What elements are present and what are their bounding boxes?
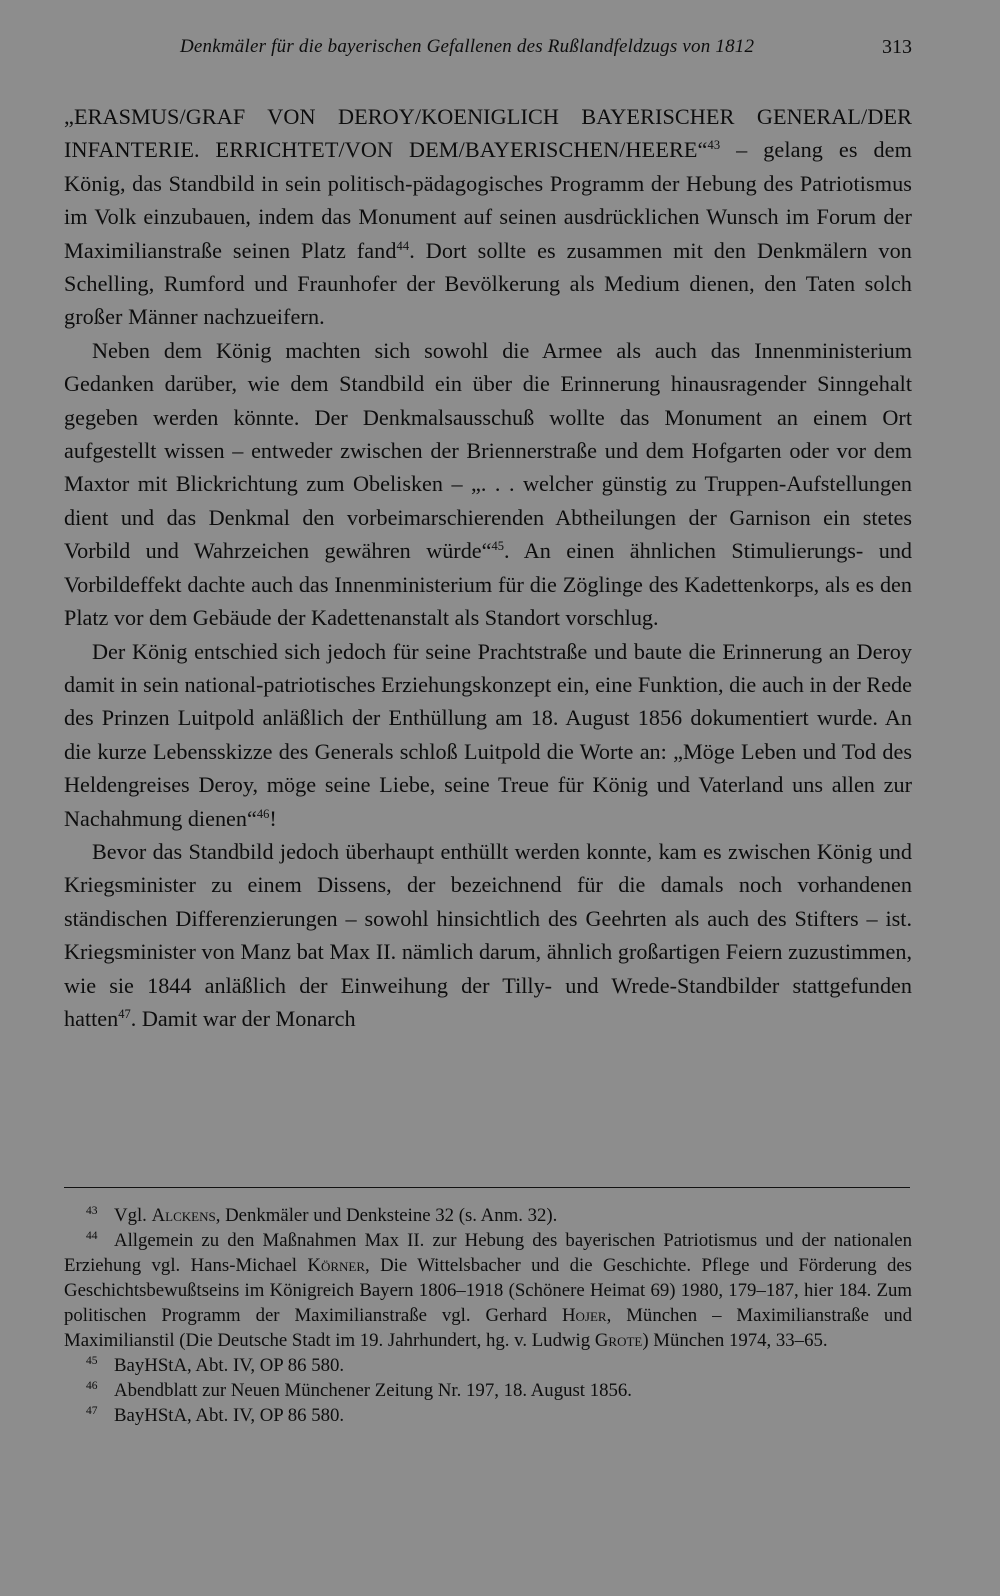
paragraph-2-text-b: . An einen ähnlichen Stimulierungs- und Vorbildeffekt dachte auch das Innenministerium für die Zöglinge des Kadettenkorps, als es den Platz vor dem Gebäude der Kadettenanstalt als Standort vorschlug.	[64, 538, 913, 631]
footnote-text: , Denkmäler und Denksteine 32 (s. Anm. 32).	[215, 1205, 558, 1226]
author-name: Grote	[594, 1330, 643, 1351]
footnote-text: ) München 1974, 33–65.	[642, 1330, 828, 1351]
footnote-43: 43 Vgl. Alckens, Denkmäler und Denksteine 32 (s. Anm. 32).	[86, 1205, 558, 1226]
paragraph-3	[64, 635, 912, 835]
paragraph-2-text-a: Neben dem König machten sich sowohl die Armee als auch das Innenministerium Gedanken darüber, wie dem Standbild ein über die Erinnerung hinausragender Sinngehalt gegeben werden könnte. Der Denkmalsausschuß wollte das Monument an einem Ort aufgestellt wissen – entweder zwischen der Briennerstraße und dem Hofgarten oder vor dem Maxtor mit Blickrichtung zum Obelisken – „. . . welcher günstig zu Truppen-Aufstellungen dient und das Denkmal den vorbeimarschierenden Abtheilungen der Garnison ein stetes Vorbild und Wahrzeichen gewähren würde“	[64, 337, 912, 564]
paragraph-4	[64, 835, 912, 1035]
footnote-45: 45 BayHStA, Abt. IV, OP 86 580.	[86, 1355, 345, 1376]
footnote-divider	[64, 1187, 910, 1188]
footnote-ref-46: 46	[256, 806, 270, 821]
author-name: Alckens	[151, 1205, 216, 1226]
footnote-ref-45: 45	[491, 539, 504, 554]
footnote-ref-43: 43	[707, 138, 721, 153]
running-title: Denkmäler für die bayerischen Gefallenen des Rußlandfeldzugs von 1812	[180, 36, 755, 57]
paragraph-1-text-b: . Dort sollte es zusammen mit den Denkmälern von Schelling, Rumford und Fraunhofer der Bevölkerung als Medium dienen, den Taten solch großer Männer nachzueifern.	[64, 237, 912, 330]
footnotes	[64, 1203, 912, 1428]
paragraph-1	[64, 100, 912, 334]
running-header	[64, 36, 912, 66]
author-name: Hojer	[561, 1305, 607, 1326]
author-name: Körner	[307, 1255, 365, 1276]
inscription-text: „ERASMUS/GRAF VON DEROY/KOENIGLICH BAYERISCHER GENERAL/DER INFANTERIE. ERRICHTET/VON DEM/BAYERISCHEN/HEERE“	[64, 104, 912, 163]
footnote-text: Allgemein zu den Maßnahmen Max II. zur Hebung des bayerischen Patriotismus und der nationalen Erziehung vgl. Hans-Michael	[64, 1230, 912, 1276]
paragraph-3-text-a: Der König entschied sich jedoch für seine Prachtstraße und baute die Erinnerung an Deroy damit in sein national-patriotisches Erziehungskonzept ein, eine Funktion, die auch in der Rede des Prinzen Luitpold anläßlich der Enthüllung am 18. August 1856 dokumentiert wurde. An die kurze Lebensskizze des Generals schloß Luitpold die Worte an: „Möge Leben und Tod des Heldengreises Deroy, möge seine Liebe, seine Treue für König und Vaterland uns allen zur Nachahmung dienen“	[64, 638, 912, 831]
main-text	[64, 100, 912, 1035]
footnote-46: 46 Abendblatt zur Neuen Münchener Zeitung Nr. 197, 18. August 1856.	[86, 1380, 632, 1401]
footnote-text: , Die Wittelsbacher und die Geschichte. Pflege und Förderung des Geschichtsbewußtseins im Königreich Bayern 1806–1918 (Schönere Heimat 69) 1980, 179–187, hier 184. Zum politischen Programm der Maximilianstraße vgl. Gerhard	[64, 1255, 912, 1326]
footnote-ref-47: 47	[118, 1006, 131, 1021]
paragraph-4-text-b: . Damit war der Monarch	[130, 1005, 356, 1031]
paragraph-2	[64, 334, 912, 635]
paragraph-1-text-a: – gelang es dem König, das Standbild in sein politisch-pädagogisches Programm der Hebung des Patriotismus im Volk einzubauen, indem das Monument auf seinen ausdrücklichen Wunsch im Forum der Maximilianstraße seinen Platz fand	[64, 137, 912, 263]
page-number: 313	[882, 36, 912, 58]
paragraph-3-text-b: !	[269, 805, 277, 831]
paragraph-4-text-a: Bevor das Standbild jedoch überhaupt enthüllt werden konnte, kam es zwischen König und Kriegsminister zu einem Dissens, der bezeichnend für die damals noch vorhandenen ständischen Differenzierungen – sowohl hinsichtlich des Geehrten als auch des Stifters – ist. Kriegsminister von Manz bat Max II. nämlich darum, ähnlich großartigen Feiern zuzustimmen, wie sie 1844 anläßlich der Einweihung der Tilly- und Wrede-Standbilder stattgefunden hatten	[64, 838, 912, 1031]
footnote-text: , München – Maximilianstraße und Maximilianstil (Die Deutsche Stadt im 19. Jahrhundert, hg. v. Ludwig	[64, 1305, 913, 1351]
footnote-ref-44: 44	[396, 238, 410, 253]
footnote-text: Vgl.	[114, 1205, 152, 1226]
footnote-44: 44 Allgemein zu den Maßnahmen Max II. zur Hebung des bayerischen Patriotismus und der nationalen Erziehung vgl. Hans-Michael Körner, Die Wittelsbacher und die Geschichte. Pflege und Förderung des Geschichtsbewußtseins im Königreich Bayern 1806–1918 (Schönere Heimat 69) 1980, 179–187, hier 184. Zum politischen Programm der Maximilianstraße vgl. Gerhard Hojer, München – Maximilianstraße und Maximilianstil (Die Deutsche Stadt im 19. Jahrhundert, hg. v. Ludwig Grote) München 1974, 33–65.	[64, 1230, 913, 1351]
footnote-text: BayHStA, Abt. IV, OP 86 580.	[114, 1405, 345, 1426]
footnote-text: Abendblatt zur Neuen Münchener Zeitung Nr. 197, 18. August 1856.	[114, 1380, 632, 1401]
footnote-text: BayHStA, Abt. IV, OP 86 580.	[114, 1355, 345, 1376]
footnote-47: 47 BayHStA, Abt. IV, OP 86 580.	[86, 1405, 345, 1426]
